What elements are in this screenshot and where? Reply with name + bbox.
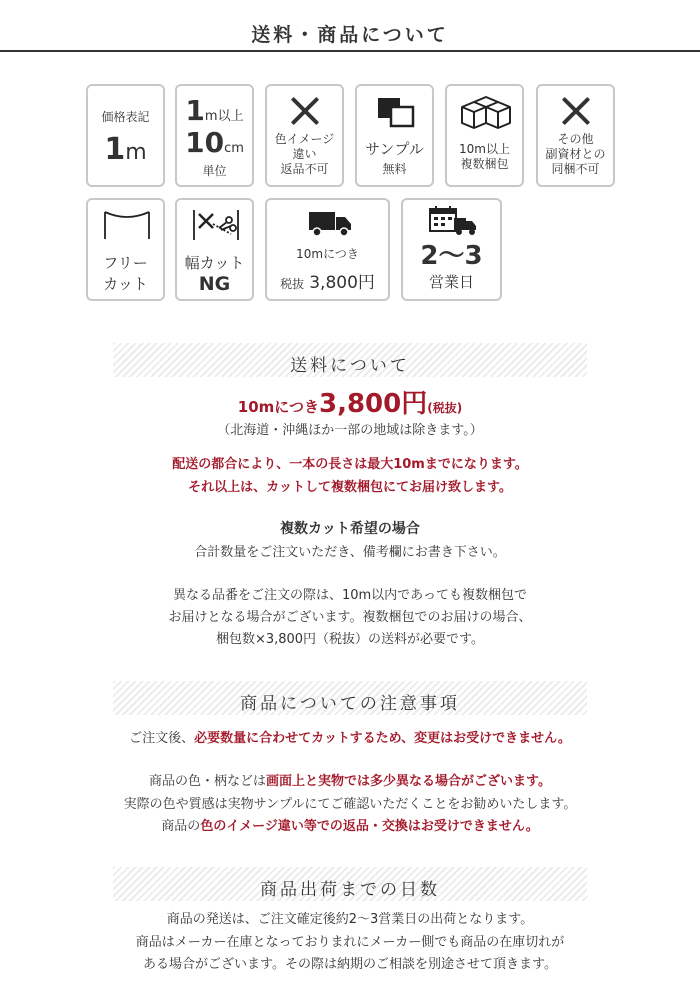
fabric-icon xyxy=(102,208,152,242)
shipping-exclusion: （北海道・沖縄ほか一部の地域は除きます。） xyxy=(217,423,483,438)
business-days-label: 営業日 xyxy=(428,273,474,291)
icon-box-shipping-fee xyxy=(265,198,390,301)
free-cut-text xyxy=(88,254,163,294)
cross-icon xyxy=(561,96,591,126)
icon-box-sample xyxy=(355,84,434,187)
product-section-title: 商品についての注意事項 xyxy=(240,694,460,714)
no-bundle-line1: その他 xyxy=(557,132,594,146)
shipping-section-title: 送料について xyxy=(290,356,410,376)
product-line-2-prefix: 商品の色・柄などは xyxy=(149,774,267,789)
width-cut-line2: NG xyxy=(198,272,231,295)
product-line-2 xyxy=(0,770,700,789)
page-title: 送料・商品について xyxy=(251,24,449,46)
sample-swatch-icon xyxy=(376,96,416,128)
free-cut-line1: フリー xyxy=(103,254,148,272)
icon-box-width-cut xyxy=(175,198,254,301)
cross-icon xyxy=(290,96,320,126)
product-line-1-emphasis: 必要数量に合わせてカットするため、変更はお受けできません。 xyxy=(194,731,571,746)
unit-line1-suffix: m以上 xyxy=(204,109,244,124)
multi-cut-heading: 複数カット希望の場合 xyxy=(280,521,420,537)
product-line-4-emphasis: 色のイメージ違い等での返品・交換はお受けできません。 xyxy=(200,819,539,834)
multi-cut-body: 合計数量をご注文いただき、備考欄にお書き下さい。 xyxy=(194,545,506,560)
shipping-fee-line2 xyxy=(267,268,388,293)
boxes-icon xyxy=(459,94,513,130)
no-bundle-line3: 同梱不可 xyxy=(551,162,600,176)
multi-pack-line2: 複数梱包 xyxy=(460,157,509,171)
shipping-fee-price: 3,800円 xyxy=(309,273,375,293)
diff-item-line-2: お届けとなる場合がございます。複数梱包でのお届けの場合、 xyxy=(168,610,532,625)
sample-line1: サンプル xyxy=(365,140,424,158)
color-return-line1: 色イメージ xyxy=(274,132,335,146)
delivery-line-1: 商品の発送は、ご注文確定後約2〜3営業日の出荷となります。 xyxy=(166,912,534,927)
shipping-price-line xyxy=(0,383,700,420)
icon-box-multi-pack xyxy=(445,84,524,187)
shipping-notice-2: それ以上は、カットして複数梱包にてお届け致します。 xyxy=(188,480,512,495)
scissors-icon xyxy=(191,206,241,242)
delivery-line-3: ある場合がございます。その際は納期のご相談を別途させて頂きます。 xyxy=(143,957,557,972)
width-cut-line1: 幅カット xyxy=(184,254,245,272)
price-label: 価格表記 xyxy=(101,110,150,124)
shipping-price-prefix: 10mにつき xyxy=(237,398,319,416)
delivery-line-2: 商品はメーカー在庫となっておりまれにメーカー側でも商品の在庫切れが xyxy=(135,935,565,950)
color-return-line2: 違い xyxy=(292,147,317,161)
header-divider xyxy=(0,50,700,52)
product-line-1-prefix: ご注文後、 xyxy=(129,731,195,746)
multi-pack-text xyxy=(447,142,522,172)
product-line-1 xyxy=(0,727,700,746)
product-line-4-prefix: 商品の xyxy=(161,819,201,834)
unit-line1 xyxy=(177,94,252,127)
price-1m xyxy=(88,132,163,167)
business-days-big: 2〜3 xyxy=(420,241,483,271)
price-1m-unit: m xyxy=(125,140,147,165)
delivery-section-title: 商品出荷までの日数 xyxy=(260,880,440,900)
shipping-fee-line1: 10mにつき xyxy=(296,247,359,261)
shipping-price: 3,800円 xyxy=(318,389,428,419)
no-bundle-text xyxy=(538,132,613,177)
shipping-fee-prefix: 税抜 xyxy=(280,277,305,291)
product-line-4 xyxy=(0,815,700,834)
product-line-3: 実際の色や質感は実物サンプルにてご確認いただくことをお勧めいたします。 xyxy=(123,797,577,812)
icon-box-business-days xyxy=(401,198,502,301)
diff-item-line-1: 異なる品番をご注文の際は、10m以内であっても複数梱包で xyxy=(172,588,528,603)
price-1m-num: 1 xyxy=(104,132,126,167)
shipping-price-suffix: (税抜) xyxy=(427,401,463,415)
unit-line3: 単位 xyxy=(202,164,227,178)
calendar-truck-icon xyxy=(428,204,478,236)
unit-line2-num: 10 xyxy=(185,126,225,159)
sample-text xyxy=(357,140,432,177)
shipping-section-banner xyxy=(113,343,587,377)
icon-box-price-unit xyxy=(86,84,165,187)
page-header xyxy=(0,0,700,54)
icon-box-free-cut xyxy=(86,198,165,301)
multi-pack-line1: 10m以上 xyxy=(459,142,510,156)
color-return-line3: 返品不可 xyxy=(280,162,329,176)
no-bundle-line2: 副資材との xyxy=(545,147,606,161)
shipping-notice-1: 配送の都合により、一本の長さは最大10mまでになります。 xyxy=(172,457,528,472)
unit-line2-unit: cm xyxy=(224,141,244,156)
icon-box-no-bundle xyxy=(536,84,615,187)
diff-item-line-3: 梱包数×3,800円（税抜）の送料が必要です。 xyxy=(215,632,485,647)
icon-box-order-unit xyxy=(175,84,254,187)
sample-line2: 無料 xyxy=(382,161,407,176)
color-return-text xyxy=(267,132,342,177)
unit-line2 xyxy=(177,126,252,159)
unit-line1-num: 1 xyxy=(185,94,205,127)
icon-box-color-return xyxy=(265,84,344,187)
width-cut-text xyxy=(177,254,252,297)
product-line-2-emphasis: 画面上と実物では多少異なる場合がございます。 xyxy=(266,774,551,789)
truck-icon xyxy=(307,210,353,238)
product-section-banner xyxy=(113,681,587,715)
free-cut-line2: カット xyxy=(103,274,148,293)
delivery-section-banner xyxy=(113,867,587,901)
